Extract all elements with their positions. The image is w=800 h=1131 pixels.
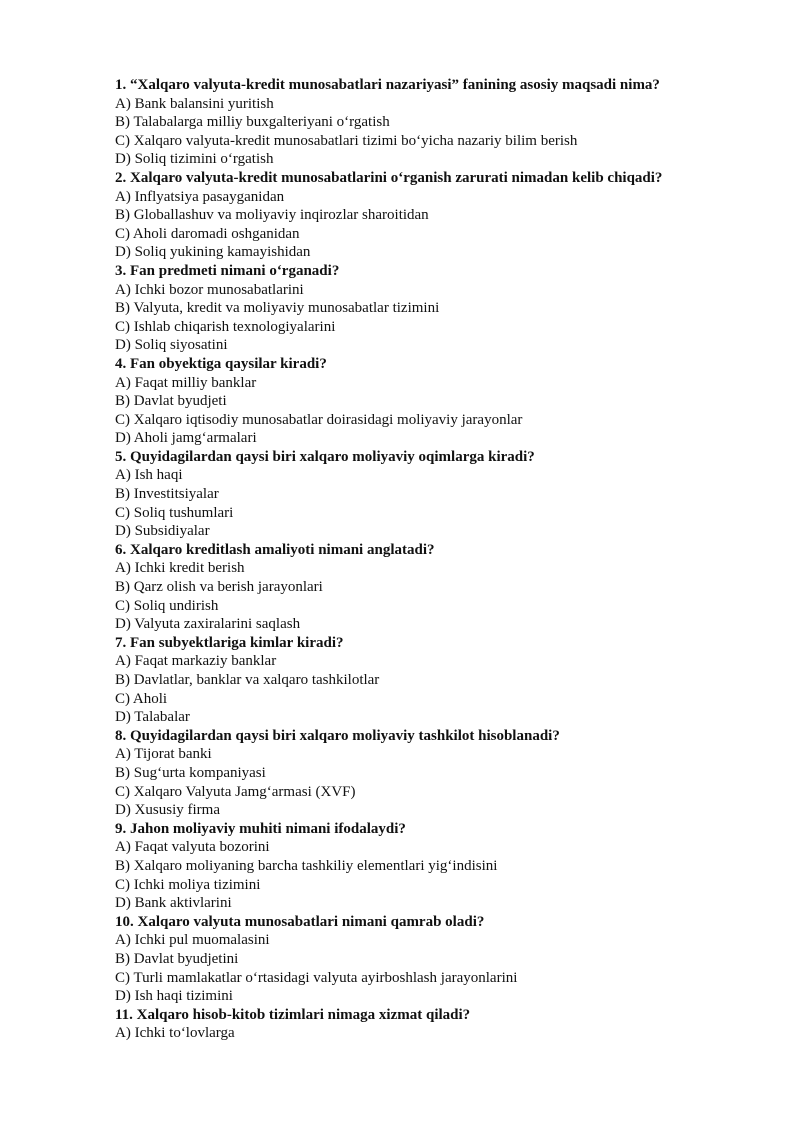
answer-option: D) Ish haqi tizimini [115, 988, 233, 1005]
question-title: 2. Xalqaro valyuta-kredit munosabatlarini o‘rganish zarurati nimadan kelib chiqadi? [115, 169, 663, 186]
question-title: 1. “Xalqaro valyuta-kredit munosabatlari nazariyasi” fanining asosiy maqsadi nima? [115, 77, 660, 93]
answer-option: A) Faqat markaziy banklar [115, 653, 277, 670]
answer-option: A) Tijorat banki [115, 746, 212, 763]
question-block [115, 262, 755, 355]
question-title: 11. Xalqaro hisob-kitob tizimlari nimaga xizmat qiladi? [115, 1006, 471, 1023]
answer-option: B) Investitsiyalar [115, 486, 219, 503]
answer-option: B) Qarz olish va berish jarayonlari [115, 579, 323, 596]
question-block [115, 355, 755, 448]
question-block [115, 913, 755, 1006]
question-title: 6. Xalqaro kreditlash amaliyoti nimani anglatadi? [115, 541, 435, 558]
question-list [115, 76, 755, 1043]
answer-option: D) Aholi jamg‘armalari [115, 430, 257, 447]
answer-option: D) Soliq tizimini o‘rgatish [115, 151, 274, 168]
question-title: 8. Quyidagilardan qaysi biri xalqaro moliyaviy tashkilot hisoblanadi? [115, 727, 560, 744]
answer-option: B) Globallashuv va moliyaviy inqirozlar sharoitidan [115, 207, 429, 224]
question-block [115, 76, 755, 169]
answer-option: D) Talabalar [115, 709, 190, 726]
question-block [115, 448, 755, 541]
answer-option: C) Soliq tushumlari [115, 504, 234, 521]
question-block [115, 727, 755, 820]
answer-option: A) Ichki to‘lovlarga [115, 1025, 235, 1042]
answer-option: B) Davlat byudjeti [115, 393, 227, 410]
answer-option: A) Inflyatsiya pasayganidan [115, 188, 285, 205]
answer-option: B) Valyuta, kredit va moliyaviy munosabatlar tizimini [115, 300, 440, 317]
question-block [115, 634, 755, 727]
answer-option: C) Soliq undirish [115, 597, 219, 614]
question-title: 9. Jahon moliyaviy muhiti nimani ifodalaydi? [115, 820, 406, 837]
question-block [115, 820, 755, 913]
answer-option: C) Xalqaro valyuta-kredit munosabatlari tizimi bo‘yicha nazariy bilim berish [115, 132, 578, 149]
answer-option: B) Sug‘urta kompaniyasi [115, 764, 266, 781]
answer-option: A) Ichki bozor munosabatlarini [115, 281, 304, 298]
answer-option: D) Bank aktivlarini [115, 895, 232, 912]
answer-option: D) Soliq yukining kamayishidan [115, 244, 311, 261]
answer-option: D) Soliq siyosatini [115, 337, 228, 354]
answer-option: C) Aholi daromadi oshganidan [115, 225, 300, 242]
answer-option: A) Faqat valyuta bozorini [115, 839, 270, 856]
answer-option: B) Davlat byudjetini [115, 950, 239, 967]
question-title: 3. Fan predmeti nimani o‘rganadi? [115, 262, 340, 279]
answer-option: B) Talabalarga milliy buxgalteriyani o‘rgatish [115, 114, 390, 131]
answer-option: A) Bank balansini yuritish [115, 95, 274, 112]
question-title: 7. Fan subyektlariga kimlar kiradi? [115, 634, 344, 651]
question-title: 5. Quyidagilardan qaysi biri xalqaro moliyaviy oqimlarga kiradi? [115, 448, 535, 465]
answer-option: D) Valyuta zaxiralarini saqlash [115, 616, 301, 633]
answer-option: C) Xalqaro Valyuta Jamg‘armasi (XVF) [115, 783, 356, 800]
answer-option: A) Ish haqi [115, 467, 183, 484]
answer-option: C) Ichki moliya tizimini [115, 876, 261, 893]
question-title: 10. Xalqaro valyuta munosabatlari nimani qamrab oladi? [115, 913, 485, 930]
answer-option: A) Faqat milliy banklar [115, 374, 257, 391]
answer-option: C) Xalqaro iqtisodiy munosabatlar doirasidagi moliyaviy jarayonlar [115, 411, 523, 428]
question-block [115, 541, 755, 634]
answer-option: C) Ishlab chiqarish texnologiyalarini [115, 318, 336, 335]
answer-option: C) Aholi [115, 690, 168, 707]
answer-option: D) Subsidiyalar [115, 523, 210, 540]
question-title: 4. Fan obyektiga qaysilar kiradi? [115, 355, 327, 372]
question-block [115, 1006, 755, 1043]
answer-option: B) Xalqaro moliyaning barcha tashkiliy elementlari yig‘indisini [115, 857, 498, 874]
answer-option: A) Ichki pul muomalasini [115, 932, 270, 949]
answer-option: D) Xususiy firma [115, 802, 220, 819]
answer-option: B) Davlatlar, banklar va xalqaro tashkilotlar [115, 672, 380, 688]
answer-option: A) Ichki kredit berish [115, 560, 245, 577]
question-block [115, 169, 755, 262]
answer-option: C) Turli mamlakatlar o‘rtasidagi valyuta ayirboshlash jarayonlarini [115, 969, 518, 986]
